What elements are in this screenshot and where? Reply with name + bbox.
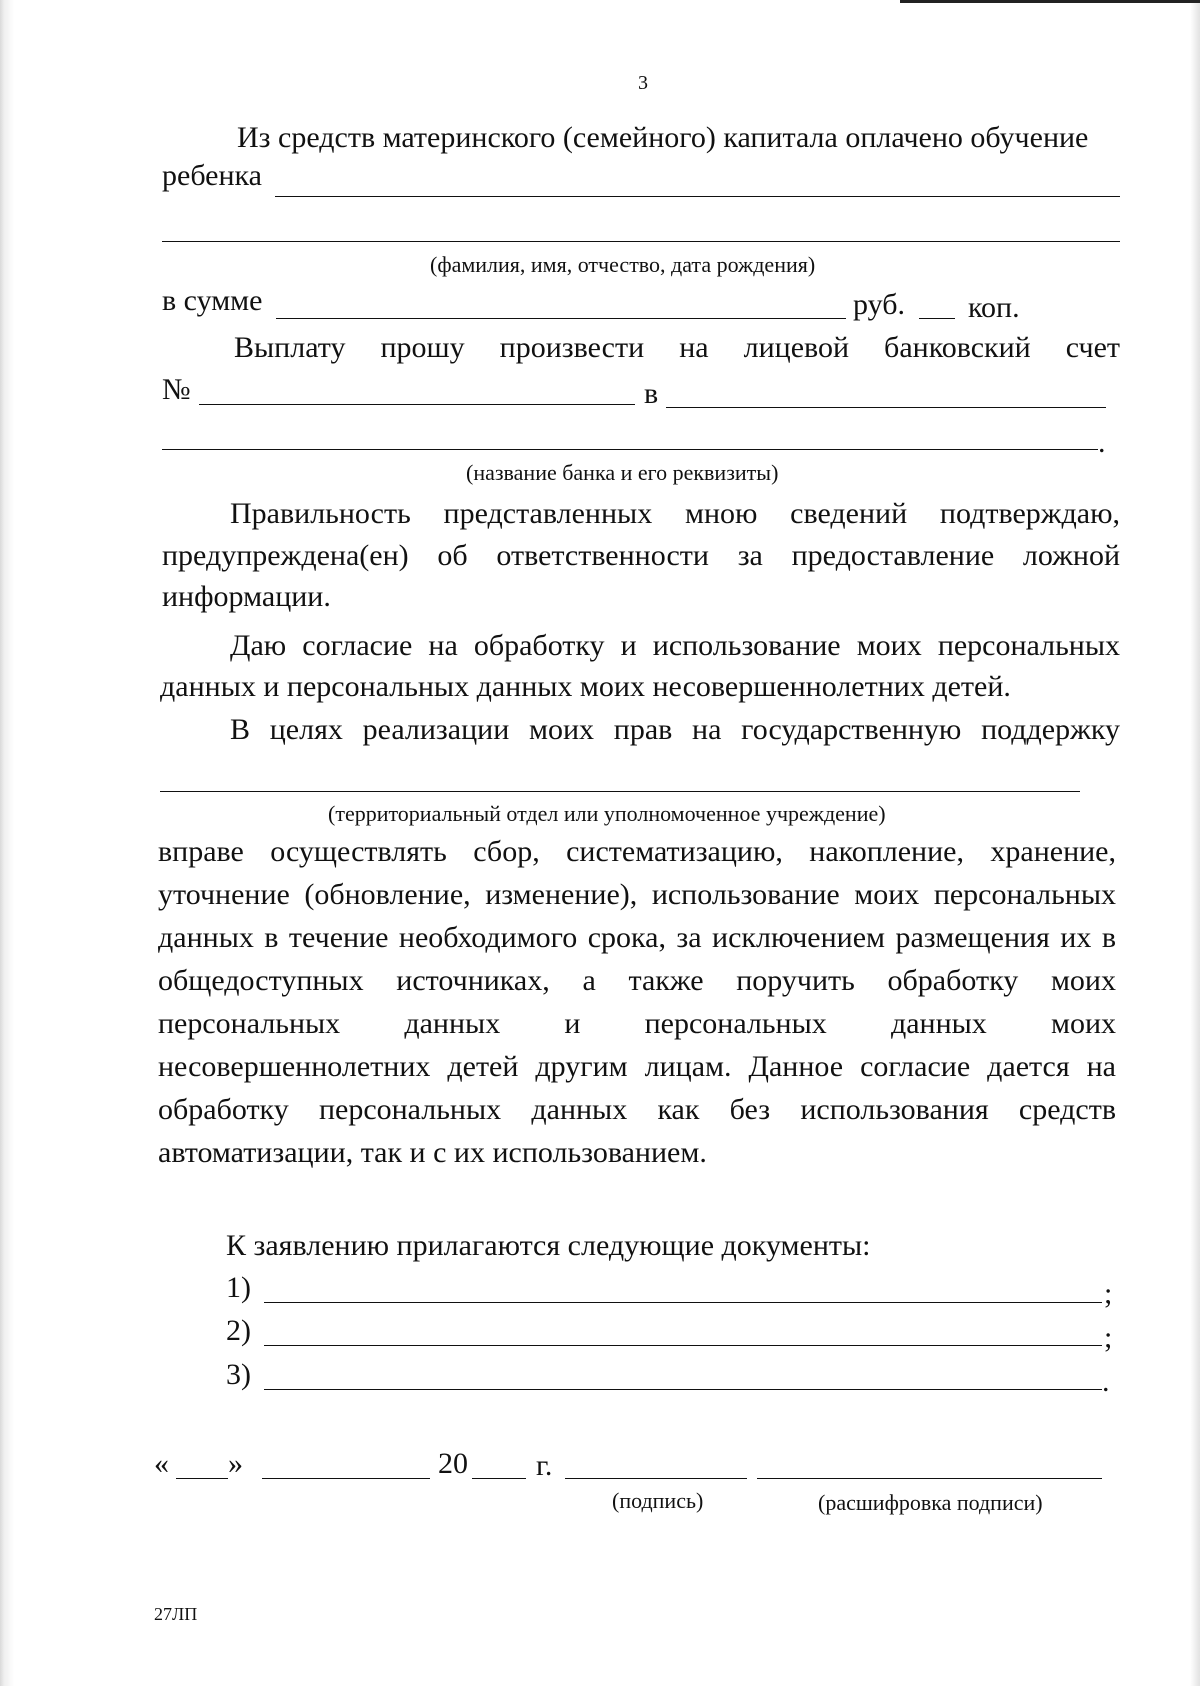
attachments-heading: К заявлению прилагаются следующие документы: — [226, 1229, 871, 1262]
confirm-line-1: Правильность представленных мною сведений подтверждаю, — [230, 497, 1120, 530]
date-month-line[interactable] — [262, 1478, 430, 1479]
date-quote-close: » — [228, 1447, 243, 1480]
attachment-num-3: 3) — [226, 1358, 251, 1391]
bank-name-line-2[interactable] — [162, 449, 1098, 450]
child-name-caption: (фамилия, имя, отчество, дата рождения) — [430, 252, 816, 277]
payment-request-text: Выплату прошу произвести на лицевой банковский счет — [234, 331, 1120, 364]
attachment-num-1: 1) — [226, 1271, 251, 1304]
purpose-body-line-1: вправе осуществлять сбор, систематизацию, накопление, хранение, — [158, 835, 1116, 868]
attachment-end-2: ; — [1104, 1321, 1113, 1354]
signature-caption: (подпись) — [612, 1488, 704, 1513]
purpose-line-1: В целях реализации моих прав на государственную поддержку — [230, 713, 1120, 746]
kop-label: коп. — [968, 291, 1020, 324]
confirm-line-3: информации. — [162, 580, 331, 613]
page-number: 3 — [638, 72, 648, 94]
date-year-suffix: г. — [536, 1449, 553, 1482]
attachment-line-3[interactable] — [264, 1389, 1102, 1390]
footer-code: 27ЛП — [154, 1604, 198, 1624]
purpose-body-line-5: персональных данных и персональных данных моих — [158, 1007, 1116, 1040]
bank-end-period: . — [1098, 426, 1106, 459]
confirm-line-2: предупреждена(ен) об ответственности за предоставление ложной — [162, 539, 1120, 572]
attachment-line-1[interactable] — [264, 1302, 1102, 1303]
date-year-line[interactable] — [472, 1478, 526, 1479]
child-label: ребенка — [162, 159, 262, 192]
consent-line-2: данных и персональных данных моих несовершеннолетних детей. — [160, 670, 1011, 703]
signature-decode-caption: (расшифровка подписи) — [818, 1490, 1043, 1515]
purpose-body-line-4: общедоступных источниках, а также поручить обработку моих — [158, 964, 1116, 997]
attachment-end-3: . — [1102, 1365, 1110, 1398]
scan-edge-right — [1190, 0, 1200, 1686]
signature-line[interactable] — [565, 1478, 747, 1479]
amount-rub-line[interactable] — [276, 318, 846, 319]
account-number-line[interactable] — [199, 404, 635, 405]
purpose-body-line-7: обработку персональных данных как без использования средств — [158, 1093, 1116, 1126]
institution-line[interactable] — [160, 791, 1080, 792]
child-name-line-2[interactable] — [162, 241, 1120, 242]
child-name-line-1[interactable] — [275, 196, 1120, 197]
number-sign: № — [162, 373, 191, 406]
paid-education-text: Из средств материнского (семейного) капитала оплачено обучение — [237, 121, 1089, 154]
attachment-line-2[interactable] — [264, 1345, 1102, 1346]
date-quote-open: « — [154, 1447, 169, 1480]
scan-top-line — [900, 0, 1200, 3]
date-day-line[interactable] — [176, 1478, 228, 1479]
attachment-num-2: 2) — [226, 1314, 251, 1347]
bank-caption: (название банка и его реквизиты) — [466, 460, 779, 485]
purpose-body-line-3: данных в течение необходимого срока, за исключением размещения их в — [158, 921, 1116, 954]
amount-kop-line[interactable] — [919, 318, 955, 319]
purpose-body-line-6: несовершеннолетних детей другим лицам. Данное согласие дается на — [158, 1050, 1116, 1083]
bank-name-line-1[interactable] — [666, 407, 1106, 408]
consent-line-1: Даю согласие на обработку и использование моих персональных — [230, 629, 1120, 662]
purpose-body-line-2: уточнение (обновление, изменение), использование моих персональных — [158, 878, 1116, 911]
attachment-end-1: ; — [1104, 1277, 1113, 1310]
rub-label: руб. — [853, 288, 905, 321]
date-year-prefix: 20 — [438, 1447, 468, 1480]
signature-decode-line[interactable] — [757, 1478, 1102, 1479]
scan-edge-left — [0, 0, 14, 1686]
institution-caption: (территориальный отдел или уполномоченное учреждение) — [328, 801, 886, 826]
bank-in-label: в — [644, 377, 659, 410]
purpose-body-line-8: автоматизации, так и с их использованием. — [158, 1136, 707, 1169]
amount-label: в сумме — [162, 284, 263, 317]
